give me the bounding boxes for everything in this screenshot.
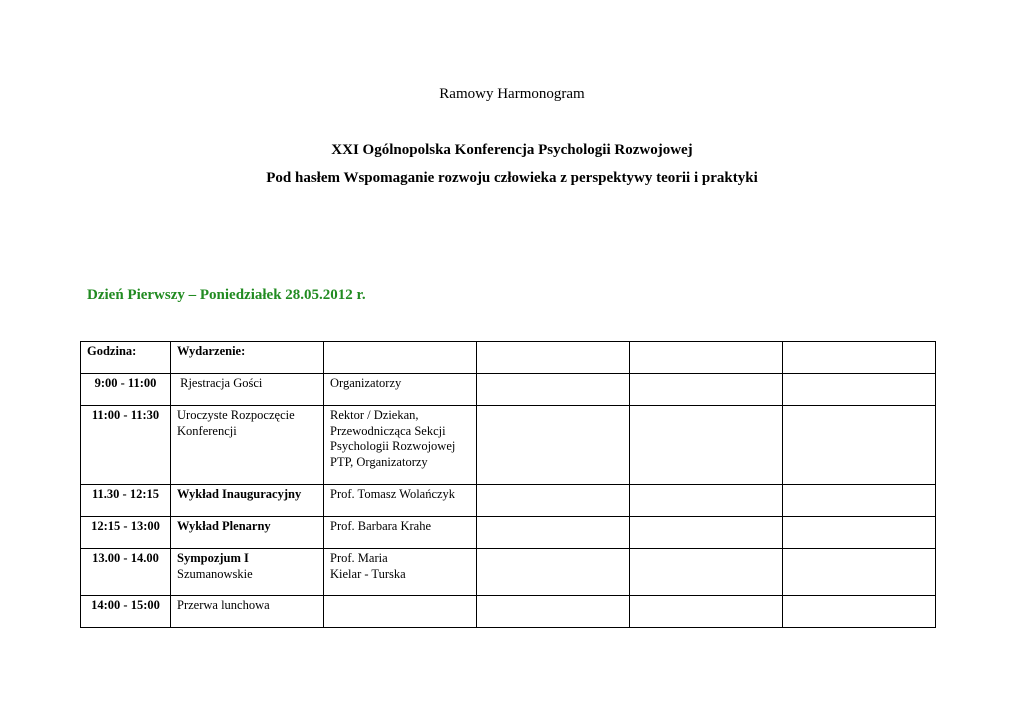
empty-cell [783, 517, 936, 549]
time-cell: 13.00 - 14.00 [81, 549, 171, 596]
empty-cell [783, 549, 936, 596]
who-text: Psychologii Rozwojowej [330, 439, 456, 453]
time-cell: 11:00 - 11:30 [81, 406, 171, 485]
who-text: Kielar - Turska [330, 566, 406, 581]
empty-cell [477, 596, 630, 628]
conference-subtitle: Pod hasłem Wspomaganie rozwoju człowieka z perspektywy teorii i praktyki [266, 170, 758, 186]
empty-cell [630, 406, 783, 485]
who-text: PTP, Organizatorzy [330, 454, 428, 469]
empty-cell [477, 406, 630, 485]
table-row [81, 485, 936, 517]
time-cell: 11.30 - 12:15 [81, 485, 171, 517]
table-row [81, 374, 936, 406]
event-cell: Przerwa lunchowa [171, 596, 324, 628]
empty-cell [324, 342, 477, 374]
time-cell: 14:00 - 15:00 [81, 596, 171, 628]
empty-cell [477, 374, 630, 406]
empty-cell [783, 406, 936, 485]
empty-cell [630, 485, 783, 517]
who-text: Rektor / Dziekan, [330, 408, 419, 422]
empty-cell [477, 485, 630, 517]
event-text: Sympozjum I [177, 551, 249, 565]
who-cell [324, 406, 477, 485]
empty-cell [630, 342, 783, 374]
event-text: Konferencji [177, 423, 237, 438]
time-cell: 12:15 - 13:00 [81, 517, 171, 549]
who-text: Przewodnicząca Sekcji [330, 423, 446, 438]
empty-cell [630, 549, 783, 596]
empty-cell [630, 374, 783, 406]
who-cell: Organizatorzy [324, 374, 477, 406]
event-cell: Wykład Inauguracyjny [171, 485, 324, 517]
table-row [81, 596, 936, 628]
empty-cell [783, 342, 936, 374]
empty-cell [630, 596, 783, 628]
event-cell [171, 374, 324, 406]
event-text: Szumanowskie [177, 566, 253, 581]
who-cell [324, 549, 477, 596]
event-text: Uroczyste Rozpoczęcie [177, 408, 295, 422]
header-event: Wydarzenie: [171, 342, 324, 374]
header-time: Godzina: [81, 342, 171, 374]
event-cell [171, 406, 324, 485]
document-title: Ramowy Harmonogram [439, 86, 585, 102]
table-header-row [81, 342, 936, 374]
table-row [81, 406, 936, 485]
empty-cell [783, 485, 936, 517]
event-text: Rjestracja Gości [177, 376, 263, 390]
event-cell [171, 549, 324, 596]
empty-cell [630, 517, 783, 549]
schedule-table [80, 341, 936, 628]
empty-cell [783, 374, 936, 406]
who-cell: Prof. Tomasz Wolańczyk [324, 485, 477, 517]
empty-cell [783, 596, 936, 628]
table-row [81, 517, 936, 549]
empty-cell [477, 517, 630, 549]
time-cell: 9:00 - 11:00 [81, 374, 171, 406]
who-text: Prof. Maria [330, 551, 388, 565]
empty-cell [477, 342, 630, 374]
who-cell [324, 596, 477, 628]
day-heading: Dzień Pierwszy – Poniedziałek 28.05.2012 r. [87, 287, 366, 303]
who-cell: Prof. Barbara Krahe [324, 517, 477, 549]
conference-title: XXI Ogólnopolska Konferencja Psychologii Rozwojowej [331, 142, 693, 158]
event-cell: Wykład Plenarny [171, 517, 324, 549]
empty-cell [477, 549, 630, 596]
table-row [81, 549, 936, 596]
